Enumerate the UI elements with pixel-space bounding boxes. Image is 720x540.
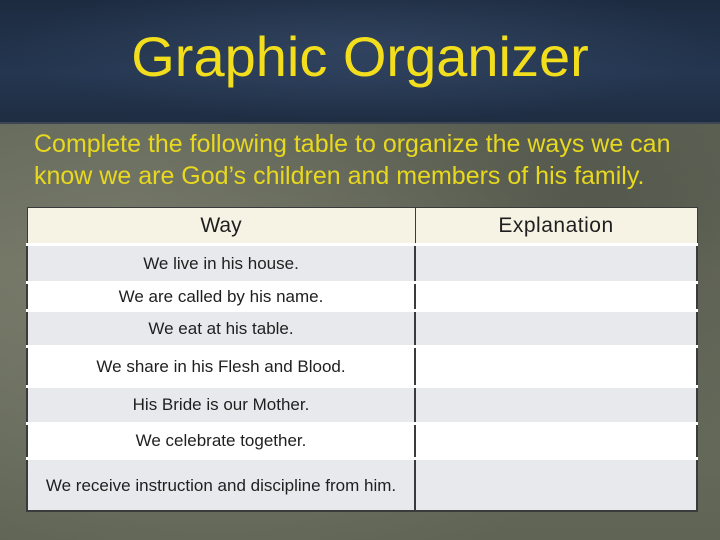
table-header-row xyxy=(27,208,697,245)
table-row xyxy=(27,347,697,387)
way-cell: We receive instruction and discipline from him. xyxy=(27,459,415,512)
explanation-cell[interactable] xyxy=(415,245,697,283)
instructions-text: Complete the following table to organize the ways we can know we are God’s children and members of his family. xyxy=(34,130,671,190)
table-row xyxy=(27,387,697,424)
table-row xyxy=(27,424,697,459)
header-explanation: Explanation xyxy=(415,208,697,245)
explanation-cell[interactable] xyxy=(415,311,697,347)
explanation-cell[interactable] xyxy=(415,387,697,424)
explanation-cell[interactable] xyxy=(415,347,697,387)
way-cell: We celebrate together. xyxy=(27,424,415,459)
way-cell: We eat at his table. xyxy=(27,311,415,347)
explanation-cell[interactable] xyxy=(415,459,697,512)
explanation-cell[interactable] xyxy=(415,424,697,459)
way-cell: We live in his house. xyxy=(27,245,415,283)
table-row xyxy=(27,245,697,283)
way-cell: We are called by his name. xyxy=(27,283,415,311)
slide-title: Graphic Organizer xyxy=(131,25,589,88)
table-row xyxy=(27,283,697,311)
way-cell: We share in his Flesh and Blood. xyxy=(27,347,415,387)
table-row xyxy=(27,311,697,347)
way-cell: His Bride is our Mother. xyxy=(27,387,415,424)
explanation-cell[interactable] xyxy=(415,283,697,311)
header-way: Way xyxy=(27,208,415,245)
title-band xyxy=(0,0,720,124)
table-row xyxy=(27,459,697,512)
organizer-table xyxy=(26,207,698,512)
